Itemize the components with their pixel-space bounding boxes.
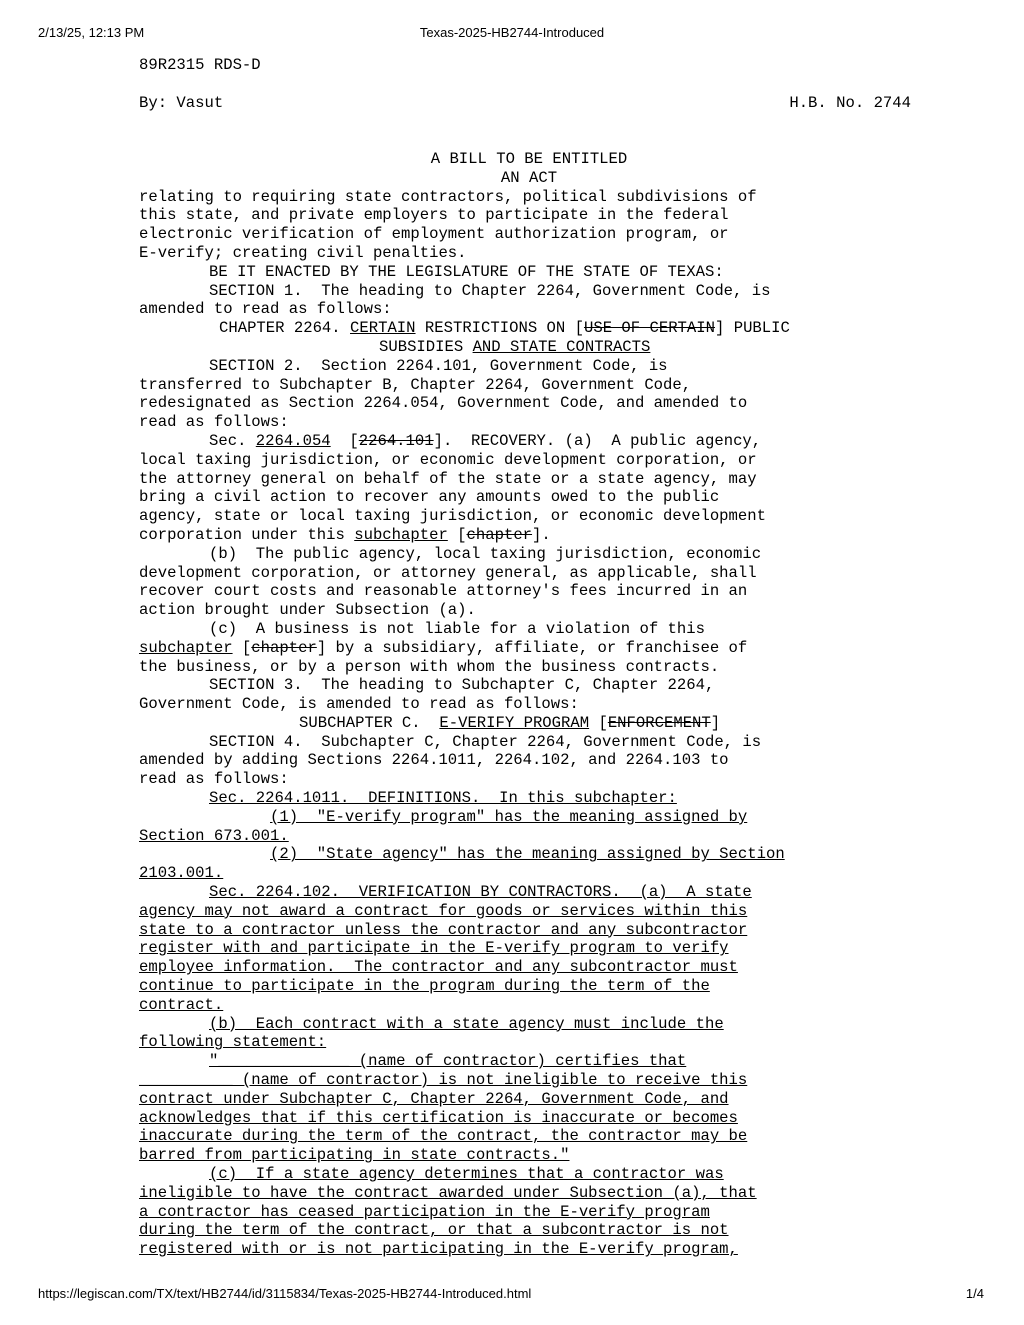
section-4-line: amended by adding Sections 2264.1011, 2264.102, and 2264.103 to: [139, 751, 729, 770]
section-4-line: SECTION 4. Subchapter C, Chapter 2264, Government Code, is: [209, 732, 762, 751]
body-line: recover court costs and reasonable attorney's fees incurred in an: [139, 582, 748, 601]
caption-line: E-verify; creating civil penalties.: [139, 243, 467, 262]
verification-line: a contractor has ceased participation in the E-verify program: [139, 1202, 710, 1221]
section-4-line: read as follows:: [139, 770, 289, 789]
definition-item: (1) "E-verify program" has the meaning assigned by: [270, 807, 748, 826]
certification-statement: barred from participating in state contracts.": [139, 1146, 570, 1165]
inserted-text: subchapter: [354, 525, 448, 544]
inserted-text: subchapter: [139, 638, 233, 657]
body-line: agency, state or local taxing jurisdiction, or economic development: [139, 507, 766, 526]
definition-item: 2103.001.: [139, 864, 224, 883]
body-line: action brought under Subsection (a).: [139, 601, 476, 620]
deleted-text: chapter: [466, 525, 533, 544]
verification-line: continue to participate in the program during the term of the: [139, 977, 710, 996]
definition-item: (2) "State agency" has the meaning assigned by Section: [270, 845, 785, 864]
verification-line: register with and participate in the E-verify program to verify: [139, 939, 729, 958]
verification-line: ineligible to have the contract awarded under Subsection (a), that: [139, 1183, 757, 1202]
inserted-text: AND STATE CONTRACTS: [472, 337, 651, 356]
verification-line: agency may not award a contract for goods or services within this: [139, 901, 748, 920]
verification-line: registered with or is not participating in the E-verify program,: [139, 1240, 738, 1259]
caption-line: this state, and private employers to participate in the federal: [139, 206, 729, 225]
section-2264-054-heading: Sec. 2264.054 [2264.101]. RECOVERY. (a) A public agency,: [209, 431, 762, 450]
certification-statement: inaccurate during the term of the contract, the contractor may be: [139, 1127, 748, 1146]
section-3-line: Government Code, is amended to read as follows:: [139, 695, 579, 714]
print-page-title: Texas-2025-HB2744-Introduced: [419, 25, 605, 40]
body-line: development corporation, or attorney general, as applicable, shall: [139, 563, 757, 582]
inserted-text: CERTAIN: [350, 319, 416, 338]
verification-line: during the term of the contract, or that a subcontractor is not: [139, 1221, 729, 1240]
bill-number: H.B. No. 2744: [789, 93, 911, 112]
certification-statement: contract under Subchapter C, Chapter 2264, Government Code, and: [139, 1089, 729, 1108]
section-1-line: amended to read as follows:: [139, 300, 392, 319]
verification-line: (c) If a state agency determines that a contractor was: [209, 1165, 724, 1184]
enacting-clause: BE IT ENACTED BY THE LEGISLATURE OF THE STATE OF TEXAS:: [209, 262, 724, 281]
deleted-text: chapter: [251, 638, 317, 657]
certification-statement: acknowledges that if this certification is inaccurate or becomes: [139, 1108, 738, 1127]
bill-title-2: AN ACT: [500, 168, 558, 187]
body-line: bring a civil action to recover any amounts owed to the public: [139, 488, 720, 507]
verification-line: (b) Each contract with a state agency must include the: [209, 1014, 724, 1033]
body-line: local taxing jurisdiction, or economic development corporation, or: [139, 450, 757, 469]
deleted-text: USE OF CERTAIN: [583, 319, 715, 338]
subchapter-c-heading: SUBCHAPTER C. E-VERIFY PROGRAM [ENFORCEMENT]: [299, 713, 721, 732]
verification-line: state to a contractor unless the contractor and any subcontractor: [139, 920, 748, 939]
section-2-line: read as follows:: [139, 413, 289, 432]
verification-line: Sec. 2264.102. VERIFICATION BY CONTRACTORS. (a) A state: [209, 883, 752, 902]
caption-line: relating to requiring state contractors, political subdivisions of: [139, 187, 757, 206]
verification-line: following statement:: [139, 1033, 327, 1052]
body-line: (b) The public agency, local taxing jurisdiction, economic: [209, 544, 762, 563]
caption-line: electronic verification of employment authorization program, or: [139, 225, 729, 244]
deleted-text: ENFORCEMENT: [607, 713, 711, 732]
bill-author-line: [139, 94, 919, 113]
bill-title-1: A BILL TO BE ENTITLED: [430, 149, 628, 168]
certification-statement: __________ (name of contractor) is not ineligible to receive this: [139, 1071, 748, 1090]
definition-item: Section 673.001.: [139, 826, 289, 845]
section-2-line: transferred to Subchapter B, Chapter 2264, Government Code,: [139, 375, 692, 394]
verification-line: employee information. The contractor and any subcontractor must: [139, 958, 738, 977]
body-line: (c) A business is not liable for a violation of this: [209, 619, 705, 638]
inserted-text: E-VERIFY PROGRAM: [439, 713, 590, 732]
bill-code: 89R2315 RDS-D: [139, 56, 261, 74]
print-datetime: 2/13/25, 12:13 PM: [38, 25, 145, 40]
bill-author: By: Vasut: [139, 93, 224, 112]
chapter-heading-line-1: CHAPTER 2264. CERTAIN RESTRICTIONS ON [USE OF CERTAIN] PUBLIC: [219, 319, 790, 338]
body-line: corporation under this subchapter [chapter].: [139, 525, 551, 544]
section-2-line: redesignated as Section 2264.054, Government Code, and amended to: [139, 394, 748, 413]
section-1-line: SECTION 1. The heading to Chapter 2264, Government Code, is: [209, 281, 771, 300]
certification-statement: "______________ (name of contractor) certifies that: [209, 1052, 687, 1071]
bill-document: [139, 56, 919, 1259]
print-page-number: 1/4: [965, 1286, 984, 1301]
chapter-heading-line-2: SUBSIDIES AND STATE CONTRACTS: [379, 337, 651, 356]
section-2-line: SECTION 2. Section 2264.101, Government Code, is: [209, 356, 668, 375]
body-line: the attorney general on behalf of the state or a state agency, may: [139, 469, 757, 488]
body-line: subchapter [chapter] by a subsidiary, affiliate, or franchisee of: [139, 638, 748, 657]
section-3-line: SECTION 3. The heading to Subchapter C, Chapter 2264,: [209, 676, 715, 695]
print-url: https://legiscan.com/TX/text/HB2744/id/3115834/Texas-2025-HB2744-Introduced.html: [38, 1286, 532, 1301]
body-line: the business, or by a person with whom the business contracts.: [139, 657, 720, 676]
definitions-heading: Sec. 2264.1011. DEFINITIONS. In this subchapter:: [209, 789, 677, 808]
deleted-text: 2264.101: [358, 431, 434, 450]
verification-line: contract.: [139, 995, 224, 1014]
inserted-text: 2264.054: [255, 431, 331, 450]
